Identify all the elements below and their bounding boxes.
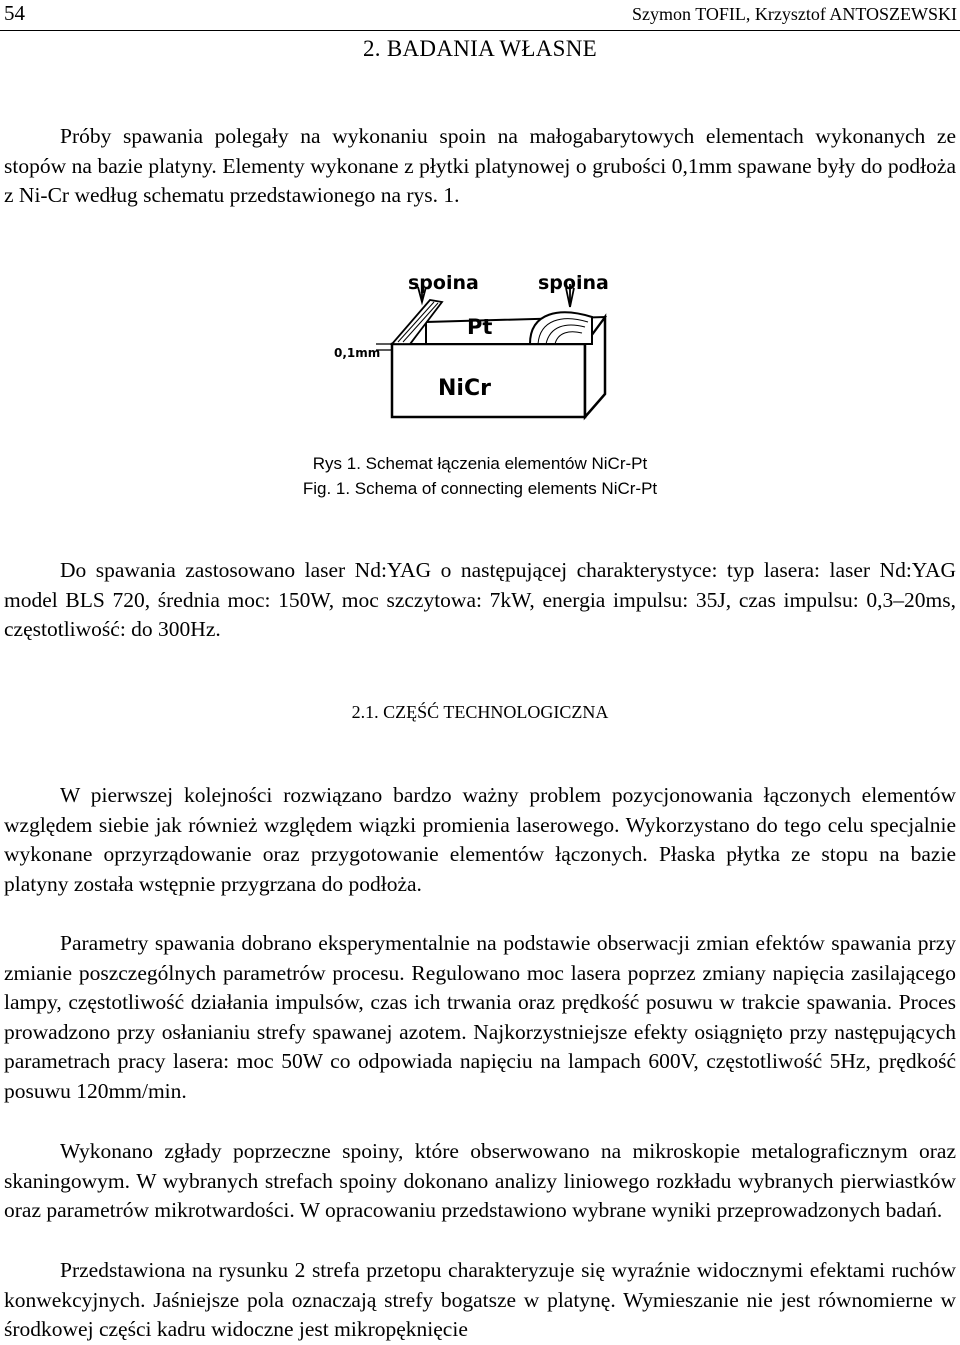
body-paragraph: Wykonano zgłady poprzeczne spoiny, które obserwowano na mikroskopie metalograficznym oraz skaningowym. W wybranych strefach spoiny dokonano analizy liniowego rozkładu wybranych pierwiastków oraz parametrów mikrotwardości. W opracowaniu przedstawiono wybrane wyniki przeprowadzonych badań. bbox=[4, 1139, 956, 1222]
page-header bbox=[0, 0, 960, 31]
figure-caption-pl: Rys 1. Schemat łączenia elementów NiCr-Pt bbox=[312, 454, 648, 473]
page-number: 54 bbox=[4, 1, 25, 25]
figure-caption-en: Fig. 1. Schema of connecting elements NiCr-Pt bbox=[302, 479, 658, 498]
welding-schema-diagram bbox=[330, 262, 610, 427]
label-spoina-right: spoina bbox=[538, 272, 609, 294]
label-pt: Pt bbox=[467, 315, 493, 339]
running-header-authors: Szymon TOFIL, Krzysztof ANTOSZEWSKI bbox=[632, 4, 957, 24]
figure-welding-schema bbox=[330, 262, 610, 427]
label-spoina-left: spoina bbox=[408, 272, 479, 294]
label-nicr: NiCr bbox=[438, 376, 491, 401]
body-paragraph: Parametry spawania dobrano eksperymentalnie na podstawie obserwacji zmian efektów spawania przy zmianie poszczególnych parametrów procesu. Regulowano moc lasera poprzez zmiany napięcia zasilającego lampy, częstotliwość działania impulsów, czas ich trwania oraz prędkość posuwu w trakcie spawania. Proces prowadzono przy osłanianiu strefy spawanej azotem. Najkorzystniejsze efekty osiągnięto przy następujących parametrach pracy lasera: moc 50W co odpowiada napięciu na lampach 600V, częstotliwość 5Hz, prędkość posuwu 120mm/min. bbox=[4, 931, 956, 1103]
laser-parameters-paragraph: Do spawania zastosowano laser Nd:YAG o następującej charakterystyce: typ lasera: laser Nd:YAG model BLS 720, średnia moc: 150W, moc szczytowa: 7kW, energia impulsu: 35J, czas impulsu: 0,3–20ms, częstotliwość: do 300Hz. bbox=[4, 558, 956, 641]
body-paragraph: Przedstawiona na rysunku 2 strefa przetopu charakteryzuje się wyraźnie widocznymi efektami ruchów konwekcyjnych. Jaśniejsze pola oznaczają strefy bogatsze w platynę. Wymieszanie nie jest równomierne w środkowej części kadru widoczne jest mikropęknięcie bbox=[4, 1258, 956, 1341]
right-weld-bead bbox=[530, 312, 592, 344]
subsection-title: 2.1. CZĘŚĆ TECHNOLOGICZNA bbox=[351, 702, 609, 722]
body-paragraph: W pierwszej kolejności rozwiązano bardzo ważny problem pozycjonowania łączonych elementów względem siebie jak również względem wiązki promienia laserowego. Wykorzystano do tego celu specjalnie wykonane oprzyrządowanie oraz przygotowanie elementów łączonych. Płaska płytka ze stopu na bazie platyny została wstępnie przygrzana do podłoża. bbox=[4, 783, 956, 896]
intro-paragraph: Próby spawania polegały na wykonaniu spoin na małogabarytowych elementach wykonanych ze stopów na bazie platyny. Elementy wykonane z płytki platynowej o grubości 0,1mm spawane były do podłoża z Ni-Cr według schematu przedstawionego na rys. 1. bbox=[4, 124, 956, 207]
section-title: 2. BADANIA WŁASNE bbox=[362, 36, 598, 61]
label-thickness: 0,1mm bbox=[334, 346, 381, 360]
